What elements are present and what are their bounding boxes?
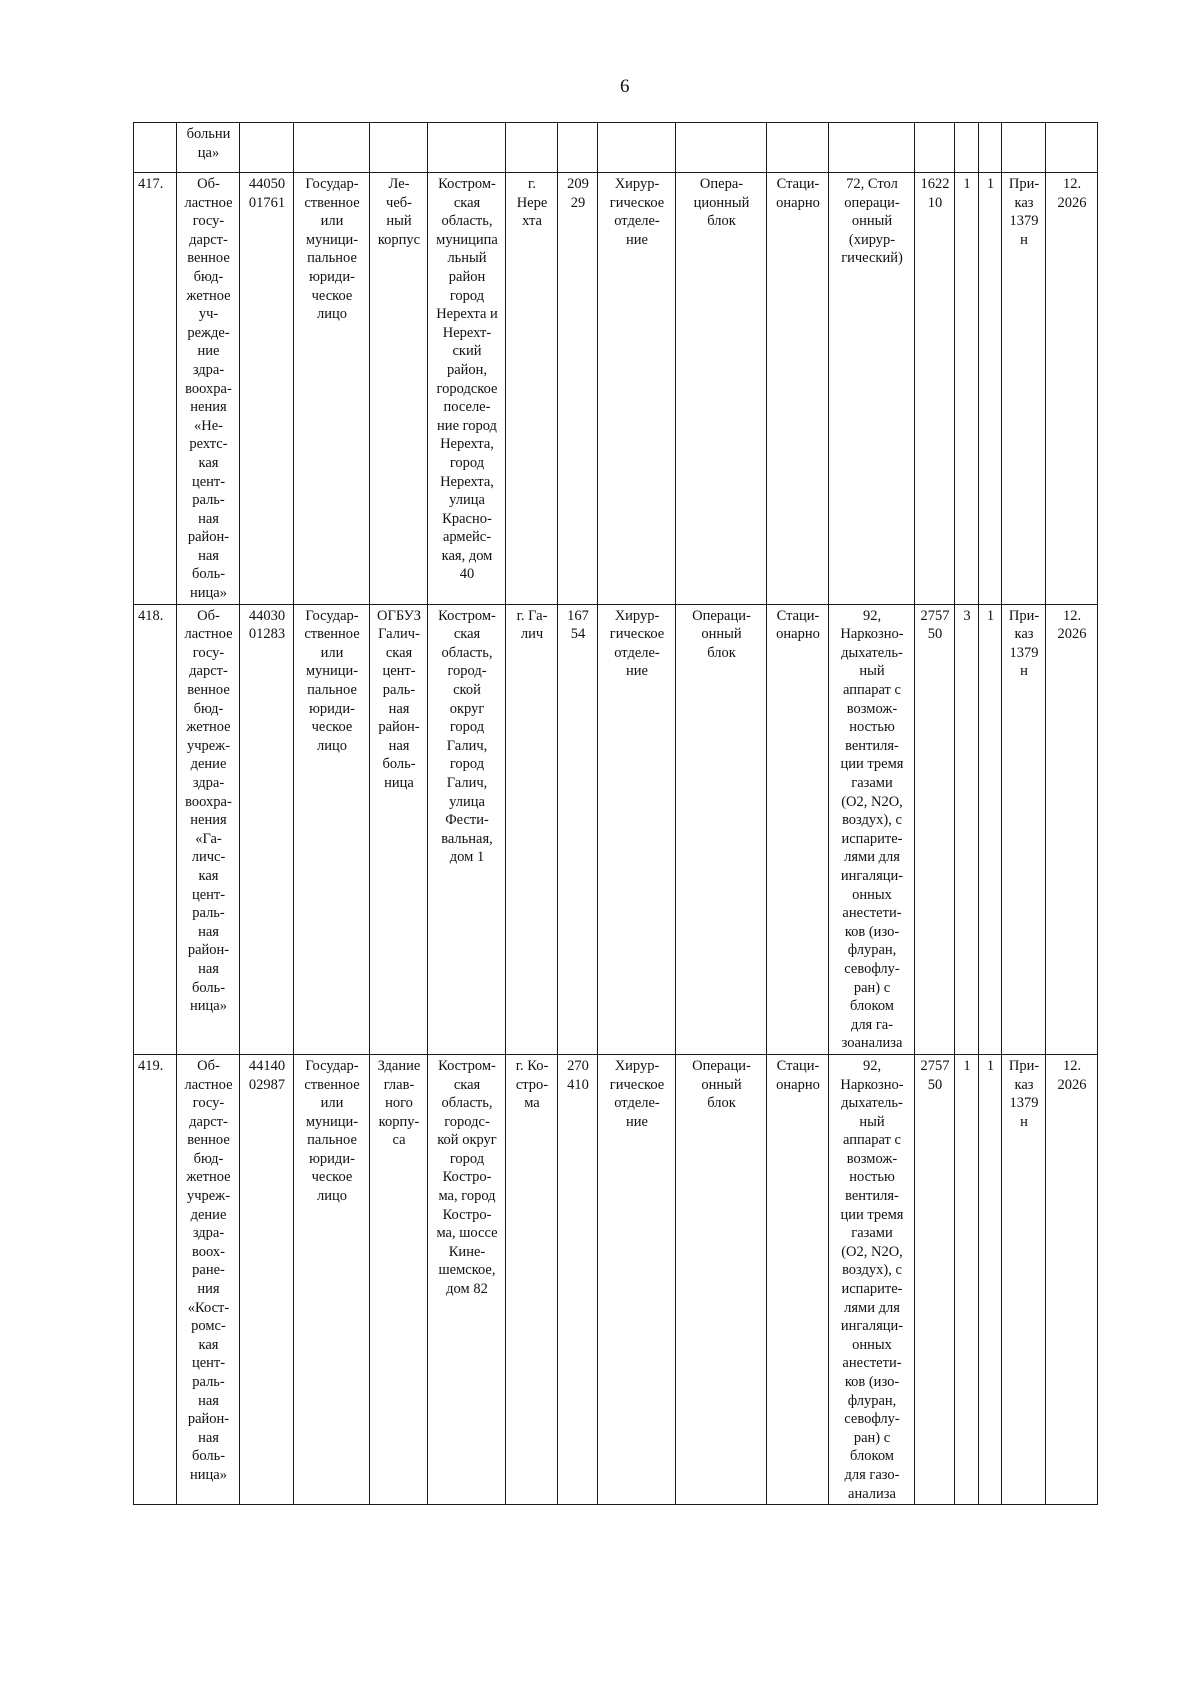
table-row — [134, 1054, 1098, 1504]
cell-oktmo — [558, 123, 598, 173]
cell-date — [1046, 123, 1098, 173]
cell-date: 12. 2026 — [1046, 1054, 1098, 1504]
cell-address: Костром- ская область, город- ской округ город Галич, город Галич, улица Фести- вальная, дом 1 — [428, 604, 506, 1054]
cell-department — [598, 123, 676, 173]
registry-table — [133, 122, 1098, 1505]
cell-quantity-2: 1 — [979, 1054, 1002, 1504]
cell-building: Ле- чеб- ный корпус — [370, 173, 428, 605]
cell-order: При- каз 1379 н — [1002, 1054, 1046, 1504]
cell-unit — [676, 123, 767, 173]
page-number: 6 — [620, 76, 630, 97]
cell-quantity — [955, 123, 979, 173]
cell-number: 418. — [134, 604, 177, 1054]
cell-number: 417. — [134, 173, 177, 605]
cell-organization-name: Об- ластное госу- дарст- венное бюд- жетное учреж- дение здра- воох- ране- ния «Кост- ромс- кая цент- раль- ная район- ная боль- ница» — [177, 1054, 240, 1504]
cell-code: 44030 01283 — [240, 604, 294, 1054]
cell-date: 12. 2026 — [1046, 604, 1098, 1054]
cell-code: 44140 02987 — [240, 1054, 294, 1504]
cell-department: Хирур- гическое отделе- ние — [598, 173, 676, 605]
cell-city: г. Га- лич — [506, 604, 558, 1054]
cell-equipment: 92, Наркозно- дыхатель- ный аппарат с возмож- ностью вентиля- ции тремя газами (O2, N2O, воздух), с испарите- лями для ингаляци- онных анестети- ков (изо- флуран, севофлу- ран) с блоком для га- зоанализа — [829, 604, 915, 1054]
cell-care-type: Стаци- онарно — [767, 173, 829, 605]
cell-oktmo: 167 54 — [558, 604, 598, 1054]
cell-unit: Опера- ционный блок — [676, 173, 767, 605]
cell-department: Хирур- гическое отделе- ние — [598, 604, 676, 1054]
cell-equipment: 92, Наркозно- дыхатель- ный аппарат с возмож- ностью вентиля- ции тремя газами (O2, N2O, воздух), с испарите- лями для ингаляци- онных анестети- ков (изо- флуран, севофлу- ран) с блоком для газо- анализа — [829, 1054, 915, 1504]
cell-code: 44050 01761 — [240, 173, 294, 605]
cell-unit: Операци- онный блок — [676, 1054, 767, 1504]
cell-organization-name: Об- ластное госу- дарст- венное бюд- жетное учреж- дение здра- воохра- нения «Га- личс- кая цент- раль- ная район- ная боль- ница» — [177, 604, 240, 1054]
cell-quantity: 1 — [955, 1054, 979, 1504]
cell-equipment-code: 2757 50 — [915, 1054, 955, 1504]
cell-order: При- каз 1379 н — [1002, 173, 1046, 605]
cell-quantity: 1 — [955, 173, 979, 605]
cell-order — [1002, 123, 1046, 173]
cell-equipment-code: 1622 10 — [915, 173, 955, 605]
cell-building — [370, 123, 428, 173]
cell-date: 12. 2026 — [1046, 173, 1098, 605]
table-row-continuation — [134, 123, 1098, 173]
cell-legal-form: Государ- ственное или муници- пальное юриди- ческое лицо — [294, 1054, 370, 1504]
cell-unit: Операци- онный блок — [676, 604, 767, 1054]
cell-oktmo: 270 410 — [558, 1054, 598, 1504]
cell-care-type: Стаци- онарно — [767, 604, 829, 1054]
cell-equipment-code: 2757 50 — [915, 604, 955, 1054]
cell-code — [240, 123, 294, 173]
cell-care-type: Стаци- онарно — [767, 1054, 829, 1504]
cell-number — [134, 123, 177, 173]
cell-quantity-2 — [979, 123, 1002, 173]
cell-equipment: 72, Стол операци- онный (хирур- гический) — [829, 173, 915, 605]
cell-legal-form — [294, 123, 370, 173]
cell-oktmo: 209 29 — [558, 173, 598, 605]
cell-address: Костром- ская область, городс- кой округ город Костро- ма, город Костро- ма, шоссе Кине- шемское, дом 82 — [428, 1054, 506, 1504]
cell-city: г. Ко- стро- ма — [506, 1054, 558, 1504]
table-row — [134, 604, 1098, 1054]
cell-city — [506, 123, 558, 173]
cell-department: Хирур- гическое отделе- ние — [598, 1054, 676, 1504]
cell-number: 419. — [134, 1054, 177, 1504]
cell-organization-name: больни ца» — [177, 123, 240, 173]
cell-care-type — [767, 123, 829, 173]
cell-legal-form: Государ- ственное или муници- пальное юриди- ческое лицо — [294, 173, 370, 605]
cell-building: Здание глав- ного корпу- са — [370, 1054, 428, 1504]
cell-quantity-2: 1 — [979, 604, 1002, 1054]
cell-legal-form: Государ- ственное или муници- пальное юриди- ческое лицо — [294, 604, 370, 1054]
cell-order: При- каз 1379 н — [1002, 604, 1046, 1054]
cell-building: ОГБУЗ Галич- ская цент- раль- ная район- ная боль- ница — [370, 604, 428, 1054]
cell-equipment-code — [915, 123, 955, 173]
cell-city: г. Нере хта — [506, 173, 558, 605]
cell-equipment — [829, 123, 915, 173]
table-row — [134, 173, 1098, 605]
cell-address — [428, 123, 506, 173]
cell-quantity-2: 1 — [979, 173, 1002, 605]
cell-organization-name: Об- ластное госу- дарст- венное бюд- жетное уч- режде- ние здра- воохра- нения «Не- рехтс- кая цент- раль- ная район- ная боль- ница» — [177, 173, 240, 605]
cell-quantity: 3 — [955, 604, 979, 1054]
cell-address: Костром- ская область, муниципа льный район город Нерехта и Нерехт- ский район, городское поселе- ние город Нерехта, город Нерехта, улица Красно- армейс- кая, дом 40 — [428, 173, 506, 605]
